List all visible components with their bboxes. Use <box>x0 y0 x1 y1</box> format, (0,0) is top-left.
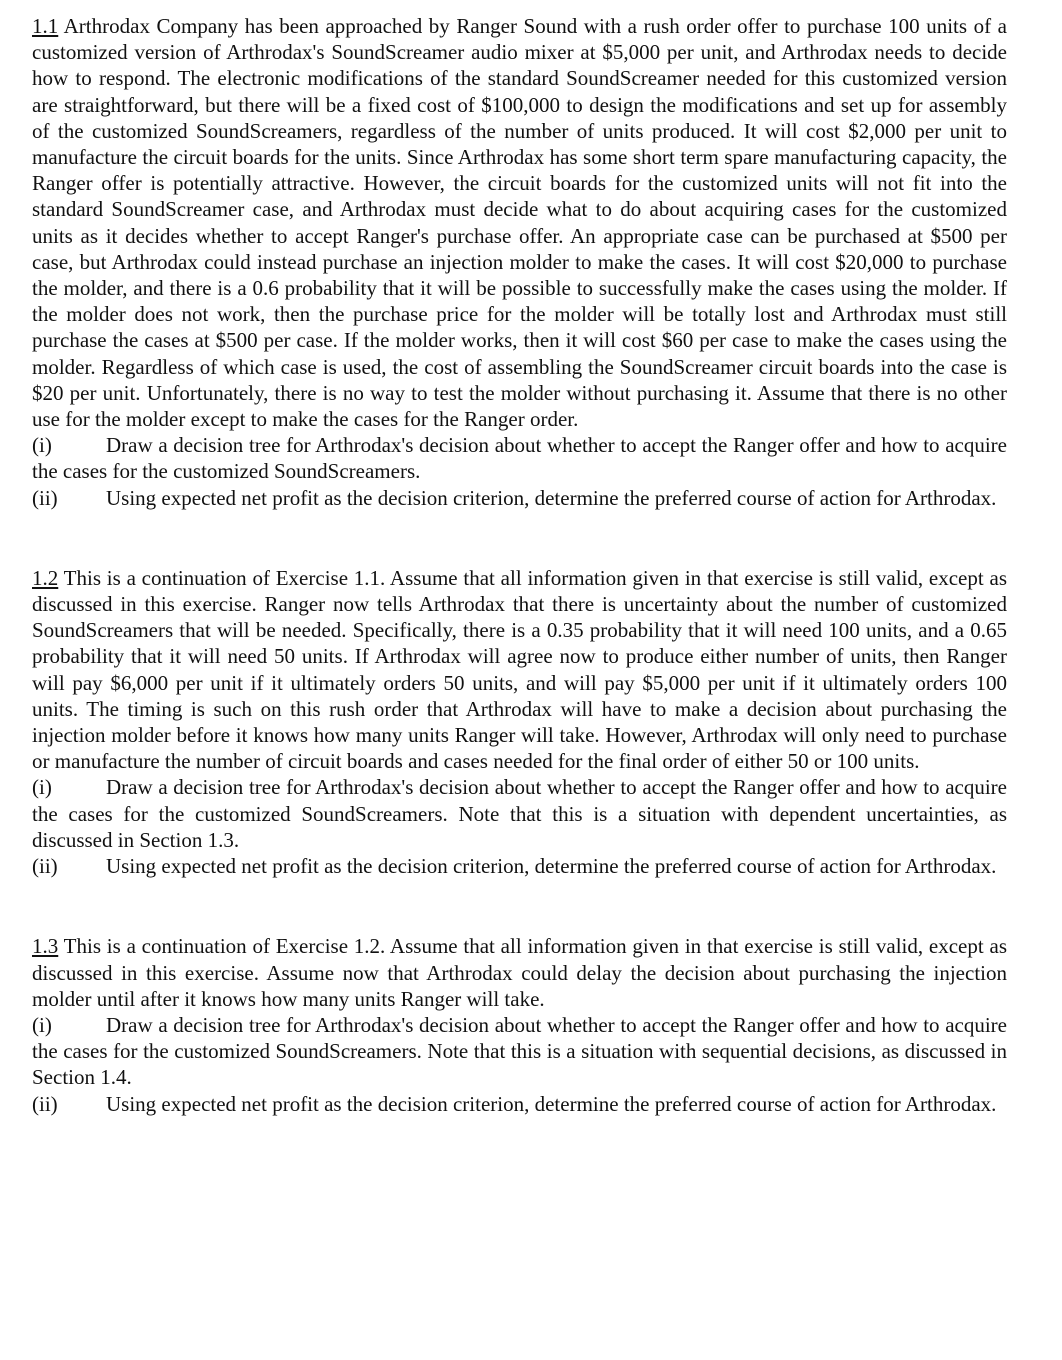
part-label: (i) <box>32 1012 52 1037</box>
exercise-text: This is a continuation of Exercise 1.1. Assume that all information given in that exercise is still valid, except as discussed in this exercise. Ranger now tells Arthrodax that there is uncertainty about the number of customized SoundScreamers that will be needed. Specifically, there is a 0.35 probability that it will need 100 units, and a 0.65 probability that it will need 50 units. If Arthrodax will agree now to produce either number of units, then Ranger will pay $6,000 per unit if it ultimately orders 50 units, and will pay $5,000 per unit if it ultimately orders 100 units. The timing is such on this rush order that Arthrodax will have to make a decision about purchasing the injection molder before it knows how many units Ranger will take. However, Arthrodax will only need to purchase or manufacture the number of circuit boards and cases needed for the final order of either 50 or 100 units. <box>32 565 1007 774</box>
exercise-part <box>32 1091 1007 1117</box>
exercise-1-1 <box>32 13 1007 511</box>
exercise-number: 1.2 <box>32 565 59 590</box>
exercise-text: This is a continuation of Exercise 1.2. Assume that all information given in that exercise is still valid, except as discussed in this exercise. Assume now that Arthrodax could delay the decision about purchasing the injection molder until after it knows how many units Ranger will take. <box>32 934 1007 1011</box>
exercise-part <box>32 1012 1007 1091</box>
part-label: (ii) <box>32 485 58 510</box>
exercise-body <box>32 13 1007 432</box>
part-text: Draw a decision tree for Arthrodax's decision about whether to accept the Ranger offer and how to acquire the cases for the customized SoundScreamers. <box>32 433 1007 484</box>
exercise-text: Arthrodax Company has been approached by Ranger Sound with a rush order offer to purchase 100 units of a customized version of Arthrodax's SoundScreamer audio mixer at $5,000 per unit, and Arthrodax needs to decide how to respond. The electronic modifications of the standard SoundScreamer needed for this customized version are straightforward, but there will be a fixed cost of $100,000 to design the modifications and set up for assembly of the customized SoundScreamers, regardless of the number of units produced. It will cost $2,000 per unit to manufacture the circuit boards for the units. Since Arthrodax has some short term spare manufacturing capacity, the Ranger offer is potentially attractive. However, the circuit boards for the customized units will not fit into the standard SoundScreamer case, and Arthrodax must decide what to do about acquiring cases for the customized units as it decides whether to accept Ranger's purchase offer. An appropriate case can be purchased at $500 per case, but Arthrodax could instead purchase an injection molder to make the cases. It will cost $20,000 to purchase the molder, and there is a 0.6 probability that it will be possible to successfully make the cases using the molder. If the molder does not work, then the purchase price for the molder will be totally lost and Arthrodax must still purchase the cases at $500 per case. If the molder works, then it will cost $60 per case to make the cases using the molder. Regardless of which case is used, the cost of assembling the SoundScreamer circuit boards into the case is $20 per unit. Unfortunately, there is no way to test the molder without purchasing it. Assume that there is no other use for the molder except to make the cases for the Ranger order. <box>32 14 1007 432</box>
exercise-number: 1.3 <box>32 934 59 959</box>
part-text: Draw a decision tree for Arthrodax's decision about whether to accept the Ranger offer and how to acquire the cases for the customized SoundScreamers. Note that this is a situation with sequential decisions, as discussed in Section 1.4. <box>32 1012 1007 1090</box>
exercise-1-3 <box>32 933 1007 1116</box>
part-text: Using expected net profit as the decision criterion, determine the preferred course of action for Arthrodax. <box>106 854 997 879</box>
part-label: (i) <box>32 775 52 800</box>
exercise-body <box>32 933 1007 1012</box>
exercise-1-2 <box>32 565 1007 879</box>
exercise-part <box>32 432 1007 484</box>
part-label: (ii) <box>32 854 58 879</box>
part-text: Draw a decision tree for Arthrodax's decision about whether to accept the Ranger offer and how to acquire the cases for the customized SoundScreamers. Note that this is a situation with dependent uncertainties, as discussed in Section 1.3. <box>32 775 1007 852</box>
exercise-body <box>32 565 1007 775</box>
part-text: Using expected net profit as the decision criterion, determine the preferred course of action for Arthrodax. <box>106 485 997 510</box>
part-text: Using expected net profit as the decision criterion, determine the preferred course of action for Arthrodax. <box>106 1091 997 1116</box>
part-label: (ii) <box>32 1091 58 1116</box>
exercise-part <box>32 485 1007 511</box>
document-page <box>32 13 1007 1171</box>
exercise-number: 1.1 <box>32 14 59 38</box>
exercise-part <box>32 853 1007 879</box>
exercise-part <box>32 774 1007 853</box>
part-label: (i) <box>32 433 52 458</box>
